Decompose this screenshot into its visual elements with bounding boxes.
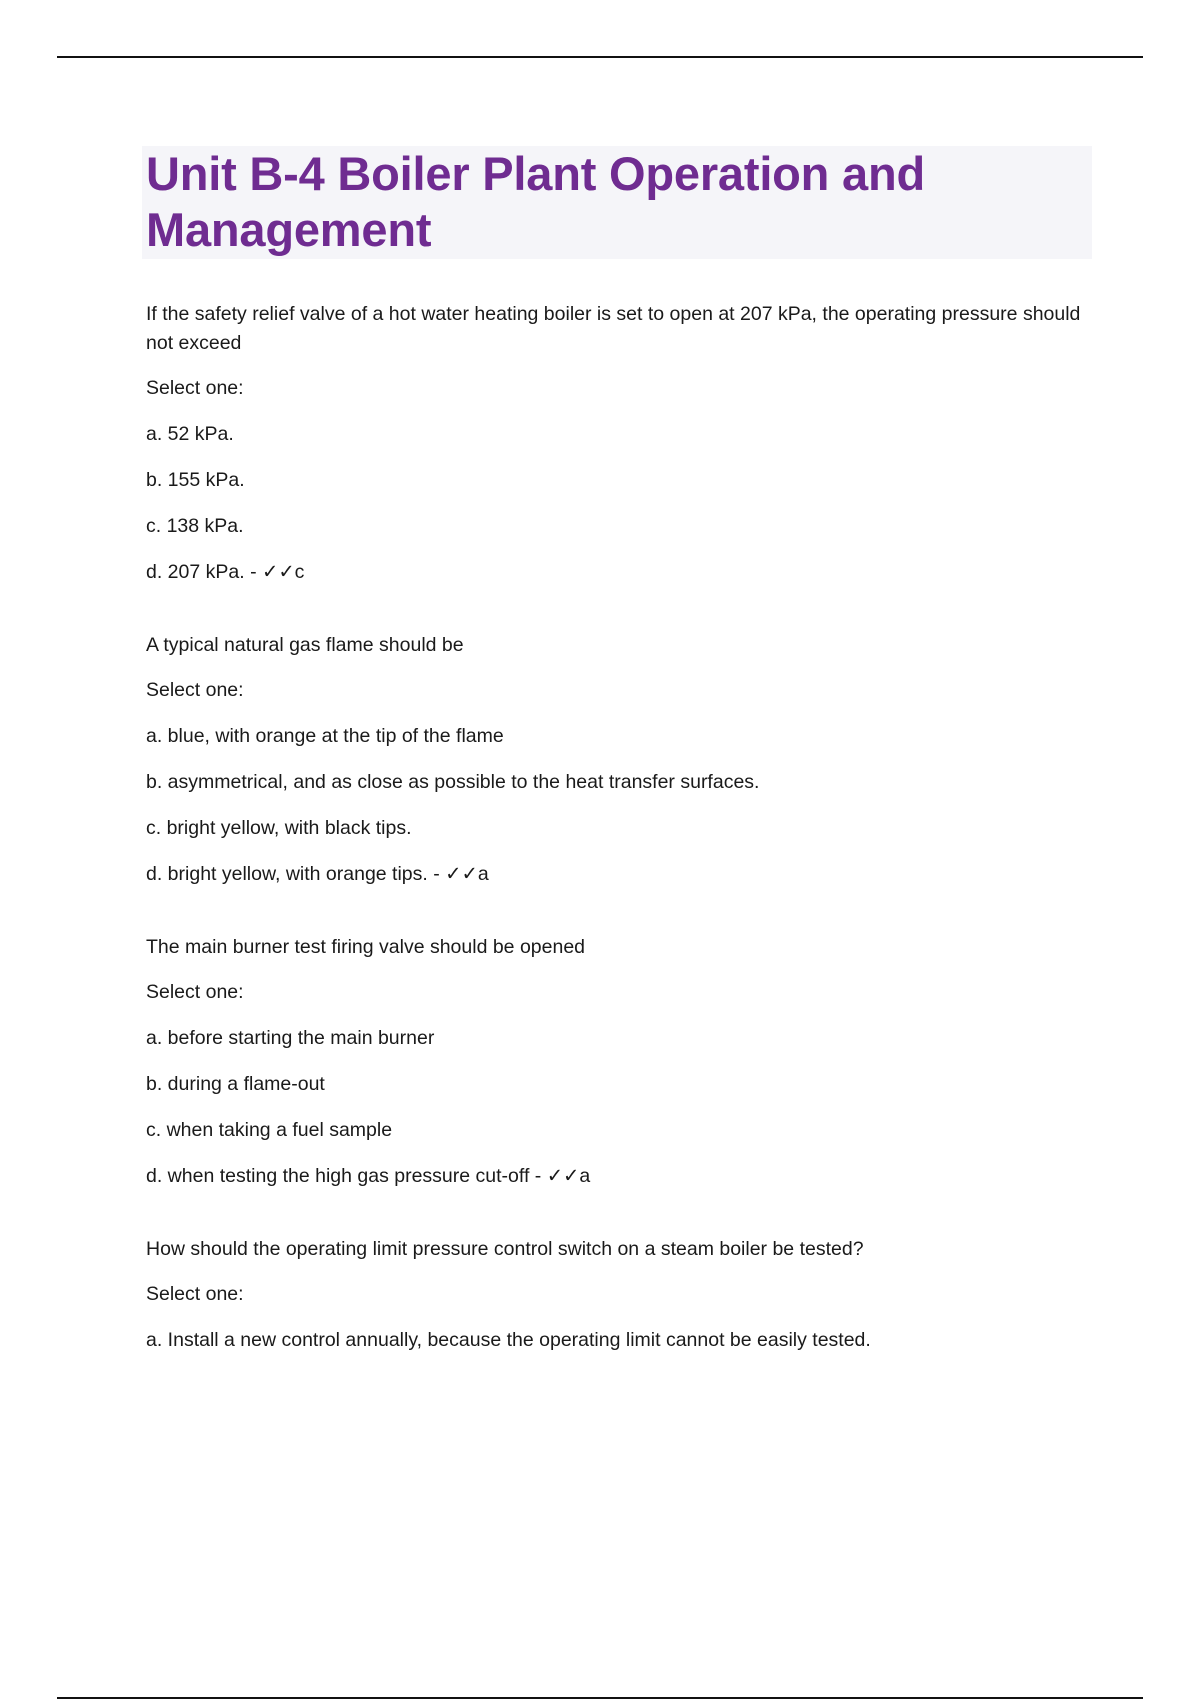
question-block [146, 631, 1092, 889]
question-list [146, 300, 1092, 1399]
answer-option: a. blue, with orange at the tip of the flame [146, 725, 504, 747]
answer-option: a. before starting the main burner [146, 1027, 435, 1049]
answer-option-with-key: d. bright yellow, with orange tips. - ✓✓a [146, 863, 489, 885]
question-block [146, 933, 1092, 1191]
answer-option: b. asymmetrical, and as close as possible to the heat transfer surfaces. [146, 771, 760, 793]
question-block [146, 1235, 1092, 1355]
footer-rule [57, 1697, 1143, 1699]
select-one-label: Select one: [146, 981, 244, 1003]
answer-option: a. Install a new control annually, because the operating limit cannot be easily tested. [146, 1329, 871, 1351]
header-rule [57, 56, 1143, 58]
answer-option-with-key: d. 207 kPa. - ✓✓c [146, 561, 305, 583]
question-text: How should the operating limit pressure control switch on a steam boiler be tested? [146, 1238, 864, 1260]
page-title: Unit B-4 Boiler Plant Operation and Management [146, 147, 926, 256]
answer-option: b. 155 kPa. [146, 469, 245, 491]
select-one-label: Select one: [146, 679, 244, 701]
title-banner [142, 146, 1092, 259]
answer-option: c. 138 kPa. [146, 515, 244, 537]
question-block [146, 300, 1092, 587]
answer-option: a. 52 kPa. [146, 423, 234, 445]
select-one-label: Select one: [146, 1283, 244, 1305]
answer-option: b. during a flame-out [146, 1073, 325, 1095]
question-text: If the safety relief valve of a hot water heating boiler is set to open at 207 kPa, the operating pressure should not exceed [146, 303, 1081, 354]
answer-option: c. when taking a fuel sample [146, 1119, 393, 1141]
question-text: A typical natural gas flame should be [146, 634, 464, 656]
answer-option-with-key: d. when testing the high gas pressure cut-off - ✓✓a [146, 1165, 591, 1187]
question-text: The main burner test firing valve should be opened [146, 936, 586, 958]
answer-option: c. bright yellow, with black tips. [146, 817, 412, 839]
select-one-label: Select one: [146, 377, 244, 399]
